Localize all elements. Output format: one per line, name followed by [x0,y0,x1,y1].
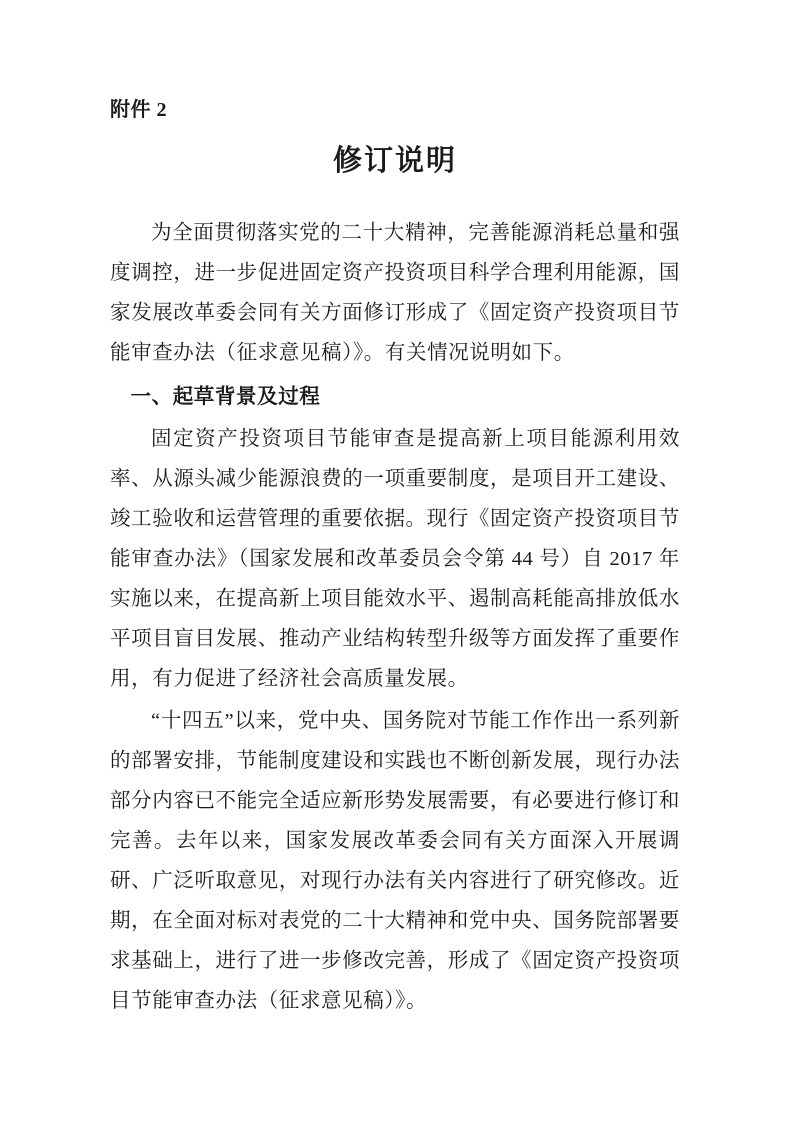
paragraph-background-1: 固定资产投资项目节能审查是提高新上项目能源利用效率、从源头减少能源浪费的一项重要制度，是项目开工建设、竣工验收和运营管理的重要依据。现行《固定资产投资项目节能审查办法》（国家发展和改革委员会令第 44 号）自 2017 年实施以来，在提高新上项目能效水平、遏制高耗能高排放低水平项目盲目发展、推动产业结构转型升级等方面发挥了重要作用，有力促进了经济社会高质量发展。 [110,428,680,690]
paragraph-intro: 为全面贯彻落实党的二十大精神，完善能源消耗总量和强度调控，进一步促进固定资产投资项目科学合理利用能源，国家发展改革委会同有关方面修订形成了《固定资产投资项目节能审查办法（征求意见稿）》。有关情况说明如下。 [110,222,680,364]
document-body [110,96,680,1023]
section-heading-background: 一、起草背景及过程 [130,386,321,408]
page-title: 修订说明 [332,145,457,177]
paragraph-background-2: “十四五”以来，党中央、国务院对节能工作作出一系列新的部署安排，节能制度建设和实践也不断创新发展，现行办法部分内容已不能完全适应新形势发展需要，有必要进行修订和完善。去年以来，国家发展改革委会同有关方面深入开展调研、广泛听取意见，对现行办法有关内容进行了研究修改。近期，在全面对标对表党的二十大精神和党中央、国务院部署要求基础上，进行了进一步修改完善，形成了《固定资产投资项目节能审查办法（征求意见稿）》。 [110,710,680,1012]
attachment-label: 附件 2 [110,99,167,121]
